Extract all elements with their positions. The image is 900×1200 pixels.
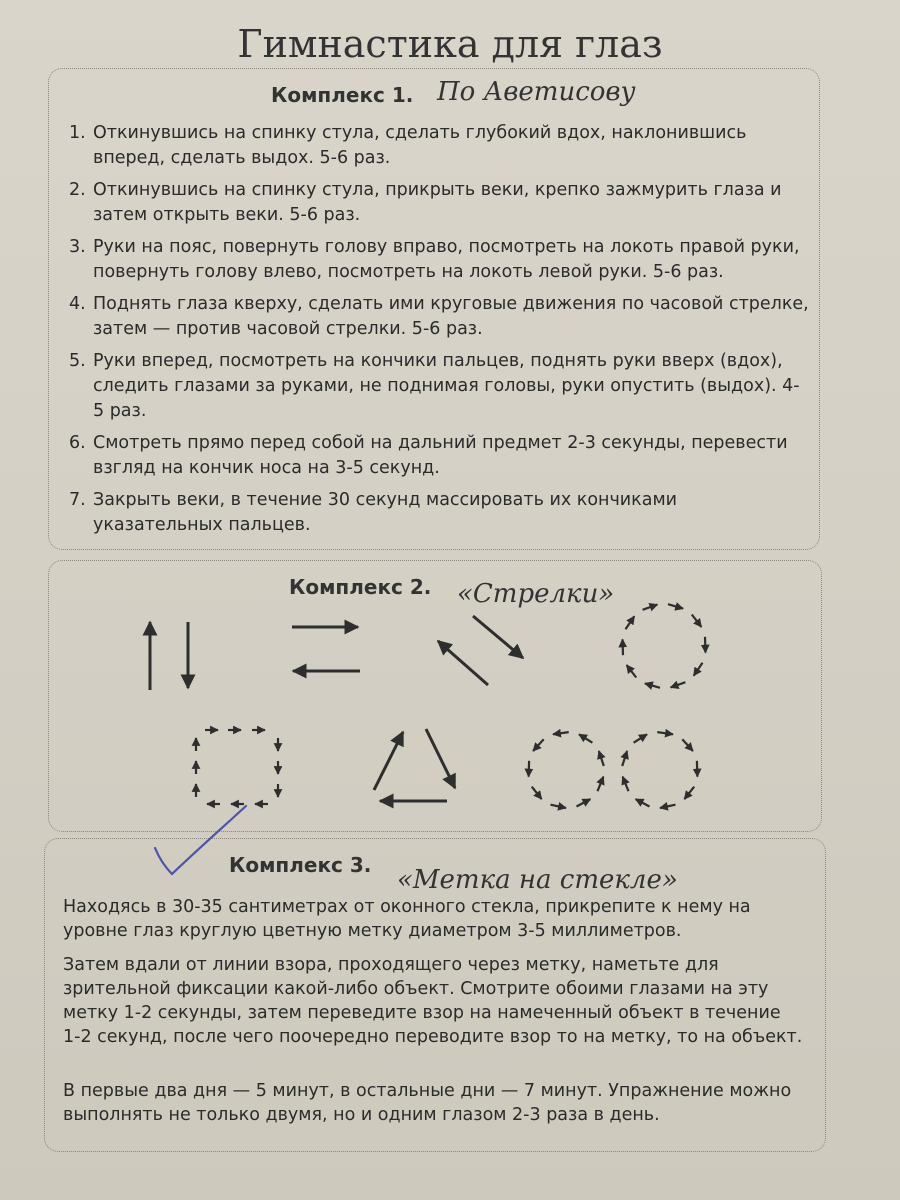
small-arrow: [645, 683, 660, 687]
small-arrow: [532, 787, 542, 799]
list-item: 3. Руки на пояс, повернуть голову вправо, посмотреть на локоть правой руки, повернуть голову влево, посмотреть на локоть левой руки. 5-6 раз.: [69, 237, 800, 282]
figure-eight-arrows-figure: [529, 732, 698, 808]
small-arrow: [626, 616, 635, 629]
small-arrow: [634, 734, 647, 742]
small-arrow: [684, 787, 694, 799]
small-arrow: [599, 751, 604, 766]
small-arrow: [627, 665, 637, 677]
small-arrow: [671, 682, 686, 687]
circle-arrows-figure: [623, 604, 706, 688]
complex-2-subtitle: «Стрелки»: [457, 579, 615, 609]
small-arrow: [705, 637, 706, 653]
small-arrow: [660, 805, 676, 808]
small-arrow: [643, 605, 658, 610]
complex-1-heading: Комплекс 1.: [271, 83, 414, 107]
list-item: 4. Поднять глаза кверху, сделать ими круговые движения по часовой стрелке, затем — против часовой стрелки. 5-6 раз.: [69, 294, 809, 339]
small-arrow: [577, 799, 591, 806]
complex-2-heading: Комплекс 2.: [289, 575, 432, 599]
small-arrow: [623, 639, 624, 655]
list-item: 1. Откинувшись на спинку стула, сделать глубокий вдох, наклонившись вперед, сделать выдох. 5-6 раз.: [69, 123, 747, 168]
page-title: Гимнастика для глаз: [237, 22, 663, 66]
complex-1-subtitle: По Аветисову: [437, 77, 636, 107]
small-arrow: [697, 761, 698, 777]
complex-3-subtitle: «Метка на стекле»: [397, 865, 678, 895]
small-arrow: [533, 739, 544, 751]
small-arrow: [657, 732, 673, 734]
small-arrow: [551, 805, 567, 808]
small-arrow: [668, 604, 683, 608]
small-arrow: [529, 761, 530, 777]
small-arrow: [636, 799, 650, 806]
small-arrow: [623, 777, 629, 792]
diagonal-arrows-figure: [438, 616, 523, 685]
list-item: 5. Руки вперед, посмотреть на кончики пальцев, поднять руки вверх (вдох), следить глазами за руками, не поднимая головы, руки опустить (выдох). 4-5 раз.: [69, 351, 800, 421]
complex-3-paragraph-2: Затем вдали от линии взора, проходящего через метку, наметьте для зрительной фиксации какой-либо объект. Смотрите обоими глазами на эту метку 1-2 секунды, затем переведите взор на намеченный объект в течение 1-2 секунд, после чего поочередно переводите взор то на метку, то на объект.: [63, 955, 803, 1047]
small-arrow: [622, 751, 627, 766]
small-arrow: [598, 777, 604, 792]
square-arrows-figure: [196, 730, 278, 804]
small-arrow: [694, 663, 703, 676]
vertical-arrows-figure: [150, 622, 188, 690]
list-item: 2. Откинувшись на спинку стула, прикрыть веки, крепко зажмурить глаза и затем открыть веки. 5-6 раз.: [69, 180, 782, 225]
list-item: 7. Закрыть веки, в течение 30 секунд массировать их кончиками указательных пальцев.: [69, 490, 678, 535]
small-arrow: [553, 732, 569, 734]
small-arrow: [692, 615, 702, 627]
complex-3-heading: Комплекс 3.: [229, 853, 372, 877]
list-item: 6. Смотреть прямо перед собой на дальний предмет 2-3 секунды, перевести взгляд на кончик носа на 3-5 секунд.: [69, 433, 788, 478]
pen-checkmark: [155, 806, 246, 874]
small-arrow: [682, 739, 693, 751]
complex-3-paragraph-1: Находясь в 30-35 сантиметрах от оконного стекла, прикрепите к нему на уровне глаз круглую цветную метку диаметром 3-5 миллиметров.: [63, 897, 751, 941]
complex-3-paragraph-3: В первые два дня — 5 минут, в остальные дни — 7 минут. Упражнение можно выполнять не только двумя, но и одним глазом 2-3 раза в день.: [63, 1081, 792, 1125]
triangle-arrows-figure: [374, 729, 455, 801]
horizontal-arrows-figure: [292, 627, 360, 671]
small-arrow: [579, 734, 592, 742]
